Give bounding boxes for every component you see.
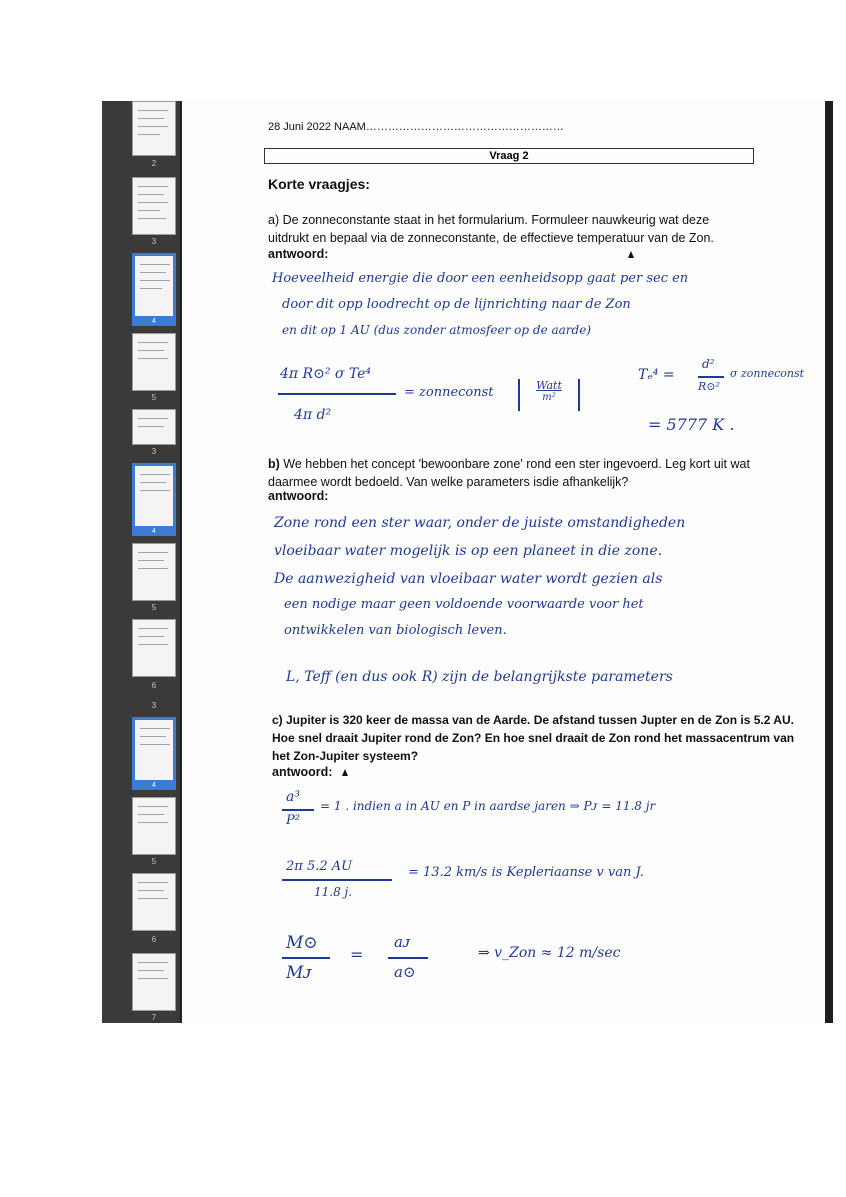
- handwritten-line: Hoeveelheid energie die door een eenheidsopp gaat per sec en: [272, 271, 689, 286]
- formula-denominator: 4π d²: [294, 407, 332, 423]
- page-thumbnail[interactable]: [132, 873, 176, 931]
- formula-c3-left-numerator: M⊙: [286, 933, 318, 953]
- handwritten-line: ⇒ v_Zon ≈ 12 m/sec: [478, 945, 621, 961]
- document-page: [182, 101, 825, 1023]
- handwritten-line: Zone rond een ster waar, onder de juiste omstandigheden: [274, 515, 686, 531]
- page-thumbnail[interactable]: [132, 409, 176, 445]
- exam-header: 28 Juni 2022 NAAM………………………………………………: [268, 121, 564, 133]
- formula-rhs-tail: σ zonneconst: [730, 367, 805, 380]
- page-thumbnail[interactable]: [132, 101, 176, 156]
- formula-c3-equals: =: [350, 945, 364, 964]
- answer-label-a: antwoord:: [268, 247, 329, 261]
- fraction-line: [282, 957, 330, 959]
- handwritten-line: De aanwezigheid van vloeibaar water wordt gezien als: [274, 571, 663, 587]
- handwritten-line: = 1 . indien a in AU en P in aardse jaren ⇒ Pᴊ = 11.8 jr: [320, 799, 656, 813]
- cursor-icon: [342, 769, 348, 776]
- page-thumbnail[interactable]: [132, 177, 176, 235]
- formula-c1-numerator: a³: [286, 789, 300, 805]
- formula-result: = 5777 K .: [648, 415, 735, 434]
- formula-c3-right-numerator: aᴊ: [394, 933, 411, 951]
- formula-equals: = zonneconst: [404, 385, 494, 400]
- section-title: Korte vraagjes:: [268, 176, 370, 192]
- question-header-box: Vraag 2: [264, 148, 754, 164]
- thumbnail-number: 3: [151, 701, 157, 710]
- formula-c2-numerator: 2π 5.2 AU: [286, 859, 353, 874]
- unit-bracket: Watt m²: [518, 379, 580, 411]
- document-viewer: [102, 101, 833, 1023]
- vertical-scrollbar[interactable]: [825, 101, 833, 1023]
- thumbnail-number: 5: [151, 603, 157, 612]
- cursor-icon: [628, 251, 634, 258]
- thumbnail-number: 5: [151, 857, 157, 866]
- thumbnail-number: 7: [151, 1013, 157, 1022]
- page-thumbnail[interactable]: [132, 797, 176, 855]
- page-thumbnail-selected[interactable]: [132, 717, 176, 783]
- formula-rhs-denominator: R⊙²: [698, 380, 720, 393]
- fraction-line: [282, 879, 392, 881]
- formula-rhs: Tₑ⁴ =: [638, 367, 675, 383]
- page-thumbnail-selected[interactable]: [132, 463, 176, 529]
- handwritten-line: = 13.2 km/s is Kepleriaanse v van J.: [408, 865, 644, 880]
- thumbnail-number: 6: [151, 681, 157, 690]
- thumbnail-number: 5: [151, 393, 157, 402]
- thumbnail-badge: 4: [132, 317, 176, 326]
- handwritten-line: een nodige maar geen voldoende voorwaarde voor het: [284, 597, 644, 612]
- formula-c3-right-denominator: a⊙: [394, 963, 416, 981]
- page-thumbnail[interactable]: [132, 543, 176, 601]
- thumbnail-number: 3: [151, 447, 157, 456]
- formula-c1-denominator: P²: [286, 813, 300, 828]
- answer-label-c: antwoord:: [272, 765, 333, 779]
- fraction-line: [388, 957, 428, 959]
- thumbnail-number: 3: [151, 237, 157, 246]
- answer-label-b: antwoord:: [268, 489, 329, 503]
- question-b: b) We hebben het concept 'bewoonbare zone' rond een ster ingevoerd. Leg kort uit wat daarmee wordt bedoeld. Van welke parameters isdie afhankelijk?: [268, 457, 750, 489]
- formula-c2-denominator: 11.8 j.: [314, 885, 353, 899]
- handwritten-line: door dit opp loodrecht op de lijnrichting naar de Zon: [282, 297, 631, 312]
- page-thumbnail[interactable]: [132, 333, 176, 391]
- handwritten-line: L, Teff (en dus ook R) zijn de belangrijkste parameters: [286, 669, 673, 685]
- question-a: a) De zonneconstante staat in het formularium. Formuleer nauwkeurig wat deze uitdrukt en bepaal via de zonneconstante, de effectieve temperatuur van de Zon.: [268, 213, 714, 245]
- formula-numerator: 4π R⊙² σ Te⁴: [280, 366, 372, 382]
- handwritten-line: en dit op 1 AU (dus zonder atmosfeer op de aarde): [282, 323, 591, 337]
- handwritten-line: vloeibaar water mogelijk is op een planeet in die zone.: [274, 543, 663, 559]
- thumbnail-number: 2: [151, 159, 157, 168]
- fraction-line: [282, 809, 314, 811]
- fraction-line: [278, 393, 396, 395]
- page-thumbnail-selected[interactable]: [132, 253, 176, 319]
- thumbnail-sidebar[interactable]: [102, 101, 181, 1023]
- question-c: c) Jupiter is 320 keer de massa van de Aarde. De afstand tussen Jupter en de Zon is 5.2 AU. Hoe snel draait Jupiter rond de Zon? En hoe snel draait de Zon rond het massacentrum van het Zon-Jupiter systeem?: [272, 713, 795, 763]
- thumbnail-badge: 4: [132, 527, 176, 536]
- formula-c3-left-denominator: Mᴊ: [286, 963, 312, 983]
- formula-rhs-numerator: d²: [702, 357, 715, 371]
- page-thumbnail[interactable]: [132, 619, 176, 677]
- handwritten-line: ontwikkelen van biologisch leven.: [284, 623, 507, 638]
- thumbnail-number: 6: [151, 935, 157, 944]
- fraction-line: [698, 376, 724, 378]
- thumbnail-badge: 4: [132, 781, 176, 790]
- page-thumbnail[interactable]: [132, 953, 176, 1011]
